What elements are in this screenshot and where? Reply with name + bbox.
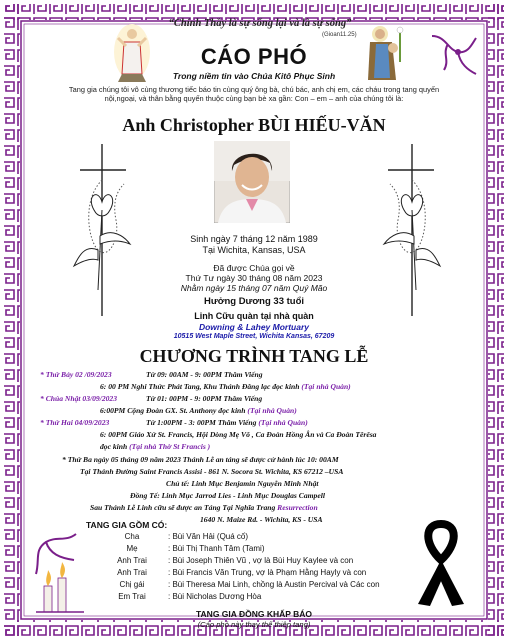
program-line-tag: (Tại nhà Quàn) (301, 382, 351, 391)
corner-ornament-icon (428, 30, 480, 82)
family-role: Cha (124, 532, 140, 541)
death-date: Thứ Tư ngày 30 tháng 08 năm 2023 (185, 273, 323, 283)
scripture-quote: “Chính Thầy là sự sống lại và là sự sống” (168, 18, 352, 29)
mortuary-address: 10515 West Maple Street, Wichita Kansas, 67209 (173, 333, 335, 340)
program-line: 1640 N. Maize Rd. - Wichita, KS - USA (200, 515, 323, 524)
family-name: : Bùi Nicholas Dương Hòa (168, 592, 262, 601)
program-line (100, 442, 210, 451)
family-role: Chị gái (119, 580, 145, 589)
program-line-tag: (Tại nhà Quàn) (247, 406, 297, 415)
program-line: Chủ tế: Linh Mục Benjamin Nguyễn Minh Nhật (166, 479, 319, 488)
mortuary-name: Downing & Lahey Mortuary (198, 322, 310, 332)
deceased-name: Anh Christopher BÙI HIẾU-VĂN (122, 115, 386, 135)
cross-rosary-icon (68, 140, 140, 320)
family-heading: TANG GIA GỒM CÓ: (86, 520, 168, 530)
program-line (100, 406, 297, 415)
program-line: Tại Thánh Đường Saint Francis Assisi - 861 N. Socora St. Wichita, KS 67212 –USA (80, 467, 344, 476)
program-line (146, 418, 308, 427)
page-title: CÁO PHÓ (200, 44, 308, 69)
family-role: Em Trai (118, 592, 146, 601)
birth-place: Tại Wichita, Kansas, USA (202, 245, 306, 255)
program-line: * Thứ Ba ngày 05 tháng 09 năm 2023 Thánh Lễ an táng sẽ được cử hành lúc 10: 00AM (62, 455, 339, 464)
family-role: Mẹ (126, 544, 138, 553)
family-name: : Bùi Văn Hải (Quá cố) (168, 532, 249, 541)
lunar-date: Nhằm ngày 15 tháng 07 năm Quý Mão (180, 283, 328, 293)
program-line-text: Sau Thánh Lễ Linh cữu sẽ được an Táng Tại Nghĩa Trang (90, 503, 276, 512)
birth-date: Sinh ngày 7 tháng 12 năm 1989 (190, 234, 318, 244)
mourning-ribbon-icon (410, 520, 472, 608)
page-subtitle: Trong niềm tin vào Chúa Kitô Phục Sinh (172, 71, 336, 81)
program-line (100, 382, 351, 391)
program-line-text: đọc kinh (100, 442, 128, 451)
program-line: Từ 09: 00AM - 9: 00PM Thăm Viếng (146, 370, 263, 379)
program-line-tag: (Tại nhà Thờ St Francis ) (129, 442, 211, 451)
program-line-tag: Resurrection (277, 503, 318, 512)
family-role: Anh Trai (117, 556, 147, 565)
deceased-portrait (214, 141, 290, 223)
family-name: : Bùi Thị Thanh Tâm (Tami) (168, 544, 265, 553)
saint-joseph-icon (362, 22, 406, 82)
cross-rosary-icon (374, 140, 446, 320)
footer-announcement: TANG GIA ĐỒNG KHẤP BÁO (195, 609, 312, 619)
program-line: 6: 00PM Giáo Xứ St. Francis, Hội Dòng Mẹ Vô , Ca Đoàn Hồng Ân và Ca Đoàn Têrêsa (100, 430, 377, 439)
viewing-location: Linh Cữu quàn tại nhà quàn (194, 311, 314, 321)
program-day: * Thứ Bảy 02 /09/2023 (40, 370, 112, 379)
program-day: * Thứ Hai 04/09/2023 (40, 418, 110, 427)
family-name: : Bùi Joseph Thiên Vũ , vợ là Bùi Huy Kaylee và con (168, 556, 354, 565)
family-role: Anh Trai (117, 568, 147, 577)
program-line-text: Từ 1:00PM - 3: 00PM Thăm Viếng (146, 418, 257, 427)
program-line (90, 503, 318, 512)
program-line-text: 6:00PM Cộng Đoàn GX. St. Anthony đọc kinh (100, 406, 246, 415)
program-line: Từ 01: 00PM - 9: 00PM Thăm Viếng (146, 394, 263, 403)
program-line-text: 6: 00 PM Nghi Thức Phát Tang, Khu Thánh Đăng lạc đọc kinh (100, 382, 300, 391)
program-line: Đồng Tế: Linh Mục Jarrod Lies - Linh Mục Douglas Campell (130, 491, 325, 500)
candles-icon (30, 560, 90, 616)
family-name: : Bùi Theresa Mai Linh, chồng là Austin Percival và Các con (168, 580, 380, 589)
footer-note: (Cáo phó này thay thế thiệp tang) (197, 620, 311, 629)
program-heading: CHƯƠNG TRÌNH TANG LỄ (139, 346, 369, 366)
age: Hưởng Dương 33 tuổi (203, 296, 305, 307)
program-day: * Chúa Nhật 03/09/2023 (40, 394, 118, 403)
called-home: Đã được Chúa gọi về (213, 263, 295, 273)
scripture-reference: (Gioan11.25) (322, 32, 357, 38)
intro-text: Tang gia chúng tôi vô cùng thương tiếc báo tin cùng quý ông bà, chú bác, anh chị em, các cháu trong tang quyến nội,ngoại, và thân bằng quyến thuộc cùng bạn bè xa gần: Con – em – anh của chúng tôi là: (68, 85, 440, 103)
family-name: : Bùi Francis Văn Trung, vợ là Phạm Hằng Hayly và con (168, 568, 367, 577)
program-line-tag: (Tại nhà Quàn) (258, 418, 308, 427)
